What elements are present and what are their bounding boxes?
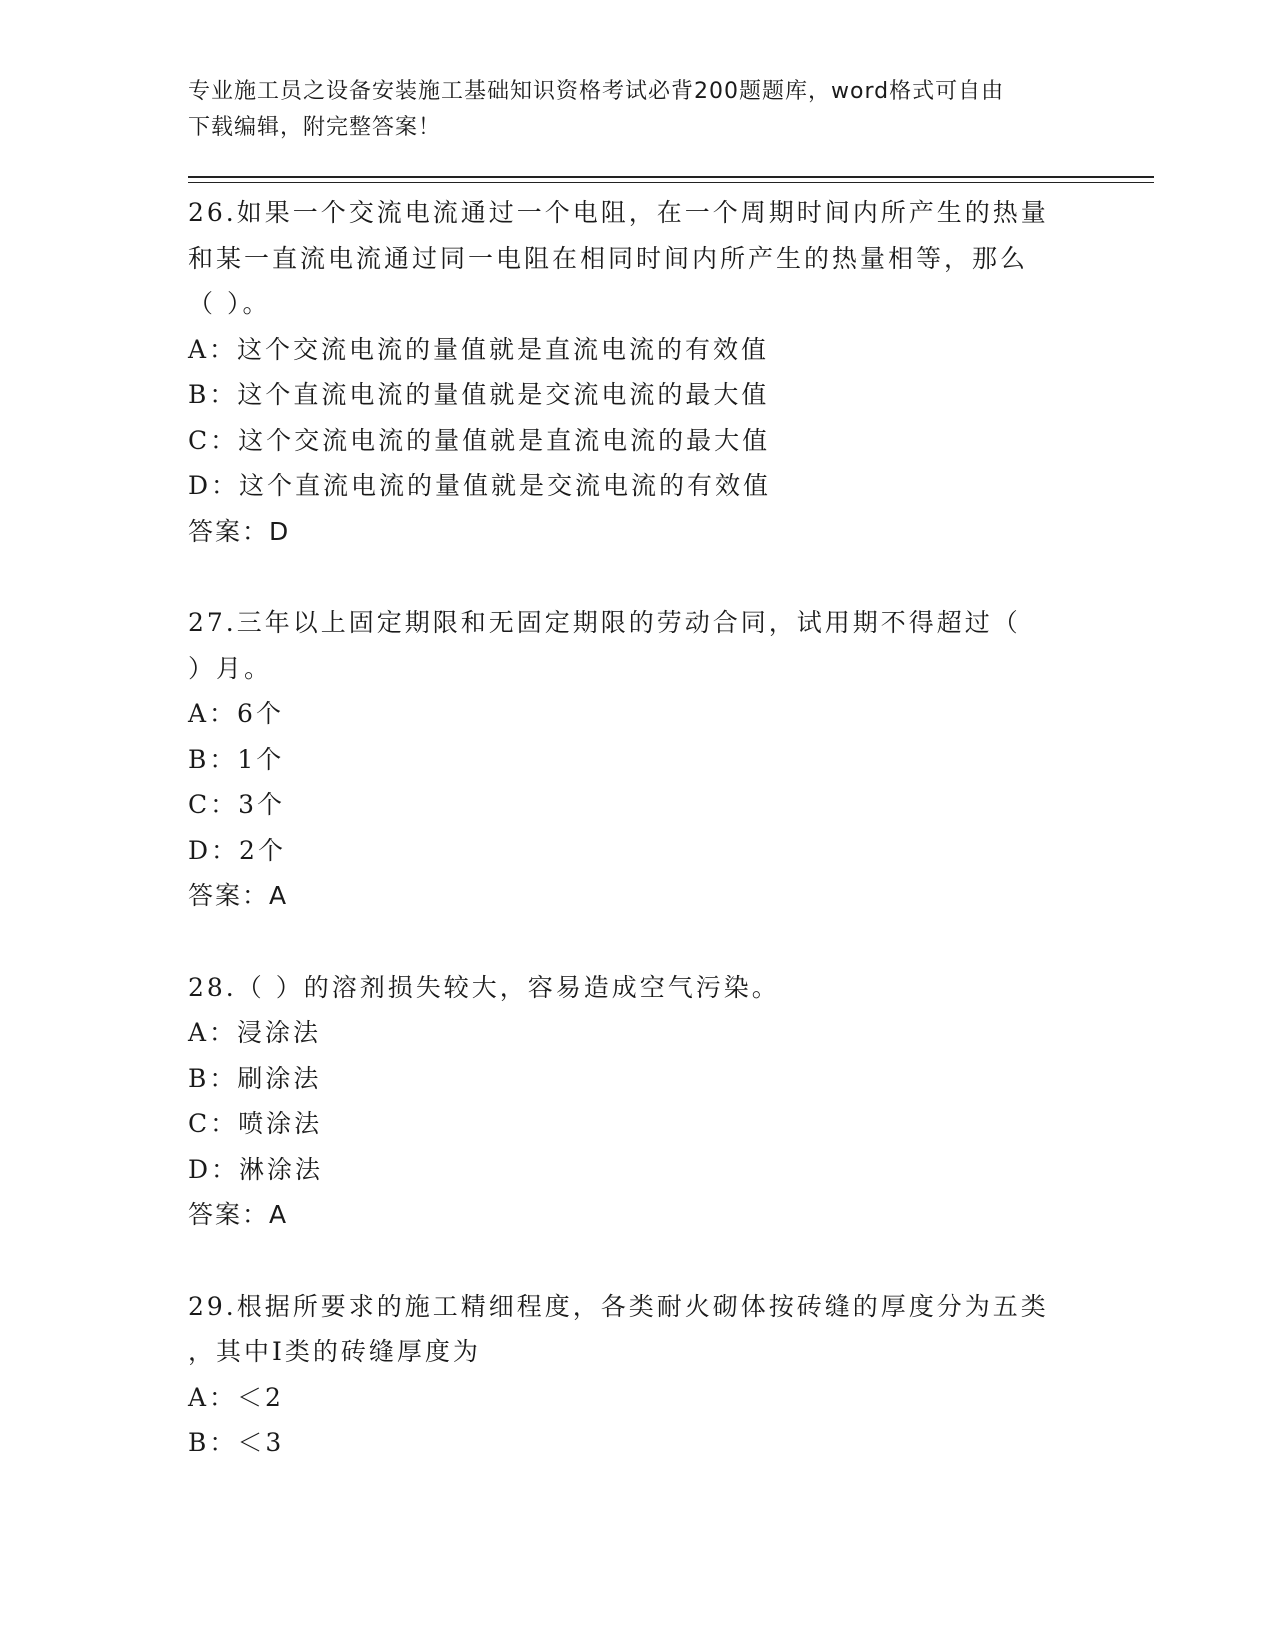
option-c: C：3个 <box>188 790 286 819</box>
question-text-line: 27.三年以上固定期限和无固定期限的劳动合同，试用期不得超过（ <box>188 608 1021 637</box>
option-a: A：＜2 <box>188 1382 284 1412</box>
answer-text: 答案：A <box>188 881 289 910</box>
option-d: D：淋涂法 <box>188 1154 324 1184</box>
question-text-line: 和某一直流电流通过同一电阻在相同时间内所产生的热量相等，那么 <box>188 243 1029 273</box>
option-b: B：刷涂法 <box>188 1063 322 1093</box>
answer-text: 答案：A <box>188 1200 289 1229</box>
option-b: B：1个 <box>188 744 285 774</box>
question-26 <box>188 190 1108 554</box>
question-29 <box>188 1284 1108 1466</box>
header-divider-thick <box>188 176 1154 178</box>
question-text-line: ）月。 <box>188 653 273 683</box>
option-a: A：浸涂法 <box>188 1018 322 1047</box>
option-c: C：喷涂法 <box>188 1109 323 1138</box>
question-list <box>188 190 1108 1512</box>
question-27 <box>188 600 1108 919</box>
question-28 <box>188 965 1108 1238</box>
option-b: B：这个直流电流的量值就是交流电流的最大值 <box>188 380 770 409</box>
question-text-line: 29.根据所要求的施工精细程度，各类耐火砌体按砖缝的厚度分为五类 <box>188 1291 1049 1321</box>
document-header <box>188 74 1088 146</box>
header-divider-thin <box>188 182 1154 183</box>
question-text-line: 26.如果一个交流电流通过一个电阻，在一个周期时间内所产生的热量 <box>188 198 1049 227</box>
option-d: D：2个 <box>188 835 286 865</box>
option-a: A：这个交流电流的量值就是直流电流的有效值 <box>188 334 770 364</box>
option-d: D：这个直流电流的量值就是交流电流的有效值 <box>188 471 772 500</box>
header-line-2: 下载编辑，附完整答案！ <box>188 115 442 140</box>
option-b: B：＜3 <box>188 1428 285 1457</box>
question-text-line: 28.（ ）的溶剂损失较大，容易造成空气污染。 <box>188 972 780 1002</box>
option-a: A：6个 <box>188 699 284 728</box>
answer-text: 答案：D <box>188 516 291 546</box>
question-text-line: （ ）。 <box>188 289 271 318</box>
option-c: C：这个交流电流的量值就是直流电流的最大值 <box>188 425 771 455</box>
question-text-line: ，其中Ⅰ类的砖缝厚度为 <box>188 1337 481 1366</box>
header-line-1: 专业施工员之设备安装施工基础知识资格考试必背200题题库，word格式可自由 <box>188 79 1005 104</box>
